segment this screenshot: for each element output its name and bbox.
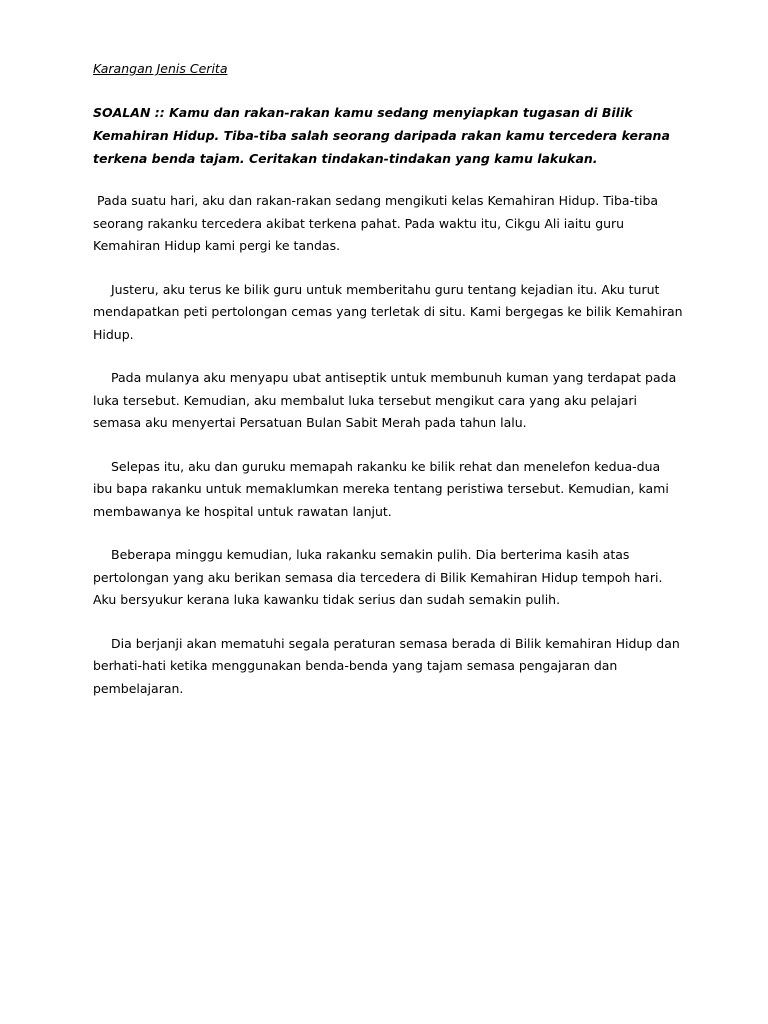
paragraph-5-text: Beberapa minggu kemudian, luka rakanku semakin pulih. Dia berterima kasih atas pertolongan yang aku berikan semasa dia tercedera di Bilik Kemahiran Hidup tempoh hari. Aku bersyukur kerana luka kawanku tidak serius dan sudah semakin pulih. <box>93 547 663 607</box>
paragraph-6 <box>93 633 683 701</box>
document-body <box>93 60 683 721</box>
paragraph-4 <box>93 456 683 524</box>
paragraph-1 <box>93 190 683 258</box>
paragraph-4-text: Selepas itu, aku dan guruku memapah rakanku ke bilik rehat dan menelefon kedua-dua ibu bapa rakanku untuk memaklumkan mereka tentang peristiwa tersebut. Kemudian, kami membawanya ke hospital untuk rawatan lanjut. <box>93 458 669 519</box>
paragraph-2 <box>93 279 683 347</box>
paragraph-2-text: Justeru, aku terus ke bilik guru untuk memberitahu guru tentang kejadian itu. Aku turut mendapatkan peti pertolongan cemas yang terletak di situ. Kami bergegas ke bilik Kemahiran Hidup. <box>93 281 683 342</box>
paragraph-5 <box>93 544 683 612</box>
paragraph-3 <box>93 367 683 435</box>
paragraph-6-text: Dia berjanji akan mematuhi segala peraturan semasa berada di Bilik kemahiran Hidup dan berhati-hati ketika menggunakan benda-benda yang tajam semasa pengajaran dan pembelajaran. <box>93 635 680 696</box>
question-text: SOALAN :: Kamu dan rakan-rakan kamu sedang menyiapkan tugasan di Bilik Kemahiran Hidup. Tiba-tiba salah seorang daripada rakan kamu tercedera kerana terkena benda tajam. Ceritakan tindakan-tindakan yang kamu lakukan. <box>93 105 670 166</box>
document-title: Karangan Jenis Cerita <box>93 61 228 76</box>
paragraph-3-text: Pada mulanya aku menyapu ubat antiseptik untuk membunuh kuman yang terdapat pada luka tersebut. Kemudian, aku membalut luka tersebut mengikut cara yang aku pelajari semasa aku menyertai Persatuan Bulan Sabit Merah pada tahun lalu. <box>93 370 677 430</box>
paragraph-1-text: Pada suatu hari, aku dan rakan-rakan sedang mengikuti kelas Kemahiran Hidup. Tiba-tiba seorang rakanku tercedera akibat terkena pahat. Pada waktu itu, Cikgu Ali iaitu guru Kemahiran Hidup kami pergi ke tandas. <box>93 193 659 253</box>
